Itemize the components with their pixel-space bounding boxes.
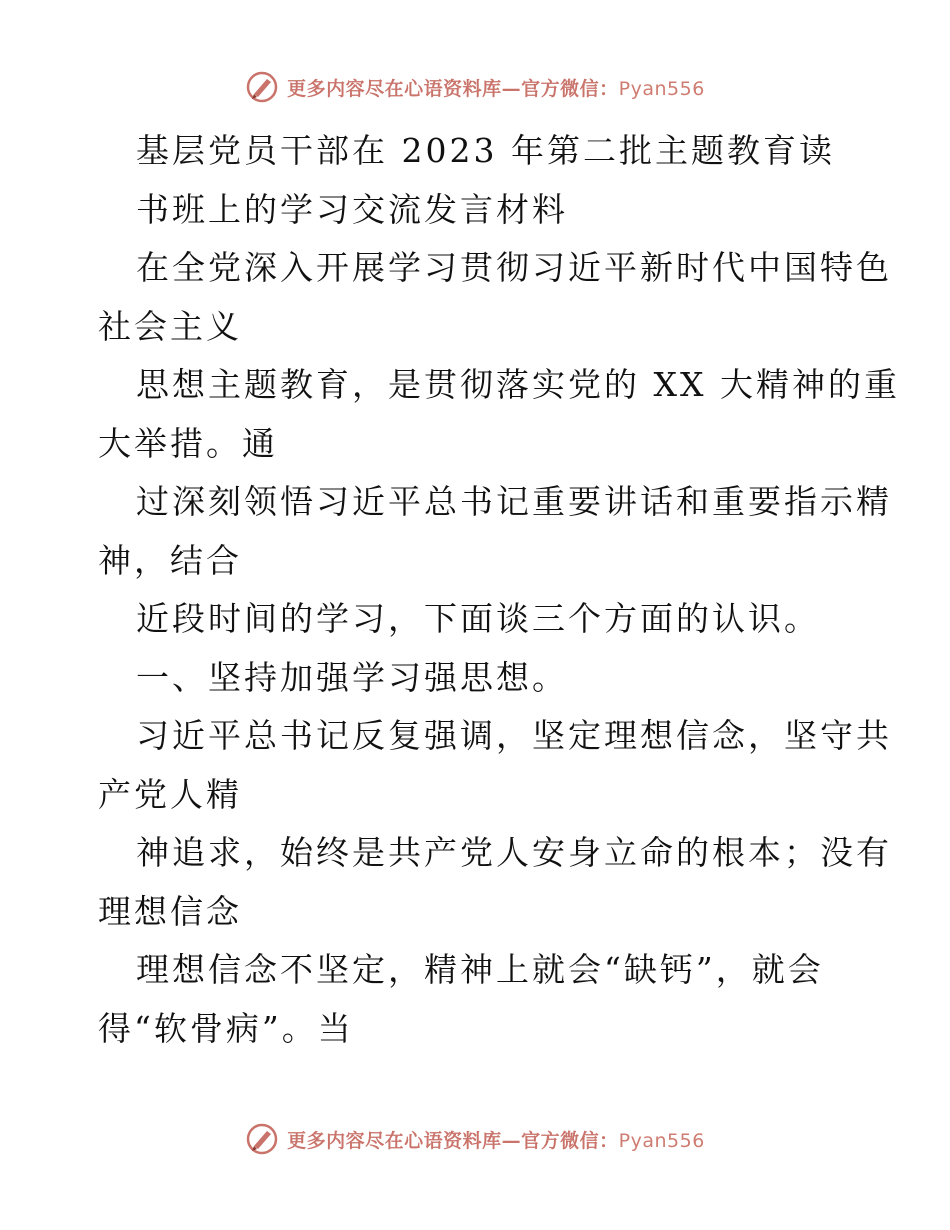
- text-line: 基层党员干部在 2023 年第二批主题教育读: [136, 131, 835, 170]
- text-line: 大举措。通: [98, 423, 278, 463]
- text-line: 过深刻领悟习近平总书记重要讲话和重要指示精: [136, 482, 892, 521]
- watermark-text: 更多内容尽在心语资料库—官方微信：Pyan556: [287, 1129, 705, 1152]
- watermark-handle: Pyan556: [618, 1129, 705, 1152]
- header-watermark: [0, 70, 950, 104]
- text-line: 得“软骨病”。当: [98, 1008, 354, 1048]
- footer-watermark: [0, 1122, 950, 1156]
- text-line: 神，结合: [98, 540, 242, 580]
- text-line: 产党人精: [98, 774, 242, 814]
- text-line: 书班上的学习交流发言材料: [136, 189, 568, 229]
- text-line: 习近平总书记反复强调，坚定理想信念，坚守共: [136, 716, 892, 755]
- pen-logo-icon: [245, 1122, 279, 1156]
- watermark-text: 更多内容尽在心语资料库—官方微信：Pyan556: [287, 77, 705, 100]
- text-line: 理想信念: [98, 891, 242, 931]
- text-line: 理想信念不坚定，精神上就会“缺钙”，就会: [136, 950, 824, 989]
- pen-logo-icon: [245, 70, 279, 104]
- text-line: 思想主题教育，是贯彻落实党的 XX 大精神的重: [136, 365, 900, 404]
- text-line: 在全党深入开展学习贯彻习近平新时代中国特色: [136, 248, 892, 287]
- document-body: [98, 122, 900, 1058]
- text-line: 神追求，始终是共产党人安身立命的根本；没有: [136, 833, 892, 872]
- watermark-handle: Pyan556: [618, 77, 705, 100]
- text-line: 一、坚持加强学习强思想。: [136, 657, 568, 697]
- text-line: 近段时间的学习，下面谈三个方面的认识。: [136, 599, 820, 638]
- text-line: 社会主义: [98, 306, 242, 346]
